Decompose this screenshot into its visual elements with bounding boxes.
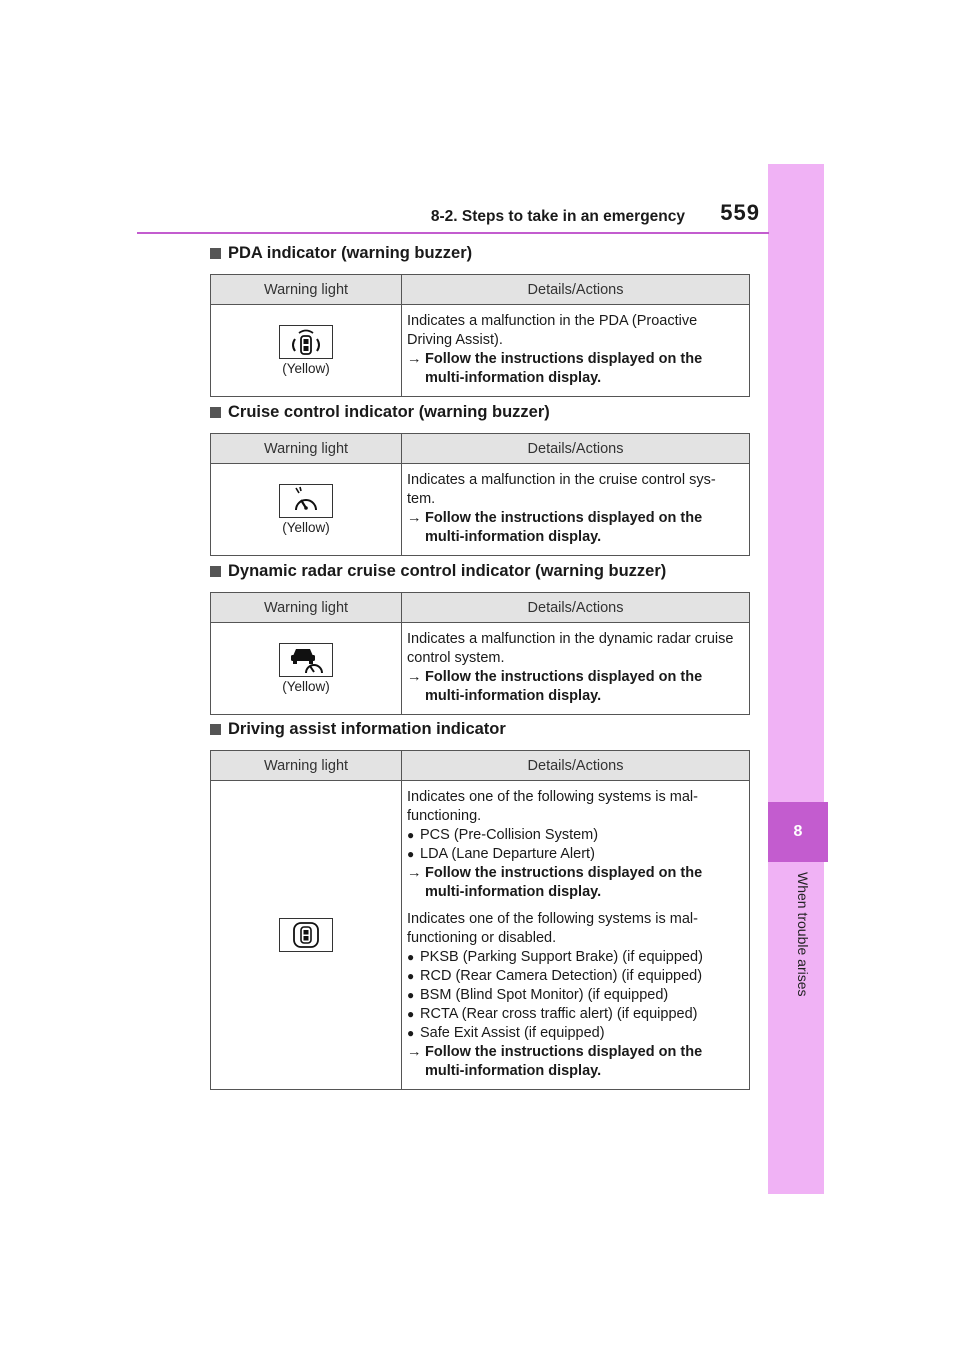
column-header-details: Details/Actions — [527, 440, 624, 457]
table-header-row — [211, 434, 749, 464]
action-instruction: → Follow the instructions displayed on the multi-information display. — [407, 351, 703, 386]
warning-table-driving-assist — [210, 750, 750, 1090]
column-header-details: Details/Actions — [527, 281, 624, 298]
table-row — [211, 781, 749, 1089]
warning-table-dynamic-radar-cruise — [210, 592, 750, 715]
description-text: Indicates a malfunction in the cruise control sys-tem. — [407, 472, 716, 507]
warning-table-cruise-control — [210, 433, 750, 556]
table-row — [211, 305, 749, 396]
page-number: 559 — [720, 200, 760, 225]
description-text: Indicates one of the following systems is mal-functioning or disabled. — [407, 911, 698, 946]
table-header-row — [211, 593, 749, 623]
arrow-right-icon: → — [407, 510, 422, 526]
warning-light-cell — [211, 623, 402, 714]
section-heading-dynamic-radar-cruise: Dynamic radar cruise control indicator (warning buzzer) — [210, 559, 666, 583]
driving-assist-icon — [279, 918, 333, 952]
action-instruction: → Follow the instructions displayed on the multi-information display. — [407, 669, 703, 704]
chapter-number-badge: 8 — [768, 802, 828, 862]
section-heading-cruise-control: Cruise control indicator (warning buzzer) — [210, 400, 550, 424]
column-header-warning-light: Warning light — [211, 275, 402, 304]
arrow-right-icon: → — [407, 1044, 422, 1060]
list-item: ● LDA (Lane Departure Alert) — [407, 845, 743, 864]
section-heading-pda: PDA indicator (warning buzzer) — [210, 241, 472, 265]
section-heading-driving-assist: Driving assist information indicator — [210, 717, 506, 741]
list-item: ● PCS (Pre-Collision System) — [407, 826, 743, 845]
description-text: Indicates a malfunction in the dynamic radar cruise control system. — [407, 631, 734, 666]
action-instruction: → Follow the instructions displayed on the multi-information display. — [407, 1044, 703, 1079]
list-item: ● Safe Exit Assist (if equipped) — [407, 1024, 743, 1043]
details-cell — [402, 623, 749, 714]
action-instruction: → Follow the instructions displayed on the multi-information display. — [407, 510, 703, 545]
list-item: ● RCTA (Rear cross traffic alert) (if equipped) — [407, 1005, 743, 1024]
description-text: Indicates one of the following systems is mal-functioning. — [407, 789, 698, 824]
dynamic-radar-cruise-icon — [279, 643, 333, 677]
warning-light-cell — [211, 464, 402, 555]
arrow-right-icon: → — [407, 865, 422, 881]
icon-color-label: (Yellow) — [282, 361, 330, 376]
system-list — [407, 948, 743, 1043]
details-cell — [402, 781, 749, 1089]
warning-table-pda — [210, 274, 750, 397]
chapter-side-tab — [768, 164, 824, 1194]
list-item: ● RCD (Rear Camera Detection) (if equipped) — [407, 967, 743, 986]
pda-indicator-icon — [279, 325, 333, 359]
page-header-title: 8-2. Steps to take in an emergency — [430, 208, 685, 225]
column-header-warning-light: Warning light — [211, 434, 402, 463]
column-header-warning-light: Warning light — [211, 593, 402, 622]
list-item: ● PKSB (Parking Support Brake) (if equipped) — [407, 948, 743, 967]
column-header-details: Details/Actions — [527, 757, 624, 774]
table-row — [211, 464, 749, 555]
system-list — [407, 826, 743, 864]
warning-light-cell — [211, 305, 402, 396]
chapter-label: When trouble arises — [795, 872, 811, 997]
icon-color-label: (Yellow) — [282, 520, 330, 535]
square-bullet-icon — [210, 407, 221, 418]
cruise-control-icon — [279, 484, 333, 518]
square-bullet-icon — [210, 724, 221, 735]
square-bullet-icon — [210, 248, 221, 259]
table-row — [211, 623, 749, 714]
column-header-warning-light: Warning light — [211, 751, 402, 780]
arrow-right-icon: → — [407, 351, 422, 367]
icon-color-label: (Yellow) — [282, 679, 330, 694]
table-header-row — [211, 751, 749, 781]
description-text: Indicates a malfunction in the PDA (Proactive Driving Assist). — [407, 313, 698, 348]
warning-light-cell — [211, 781, 402, 1089]
details-cell — [402, 464, 749, 555]
details-cell — [402, 305, 749, 396]
action-instruction: → Follow the instructions displayed on the multi-information display. — [407, 865, 703, 900]
arrow-right-icon: → — [407, 669, 422, 685]
list-item: ● BSM (Blind Spot Monitor) (if equipped) — [407, 986, 743, 1005]
square-bullet-icon — [210, 566, 221, 577]
header-divider — [137, 232, 769, 234]
column-header-details: Details/Actions — [527, 599, 624, 616]
table-header-row — [211, 275, 749, 305]
